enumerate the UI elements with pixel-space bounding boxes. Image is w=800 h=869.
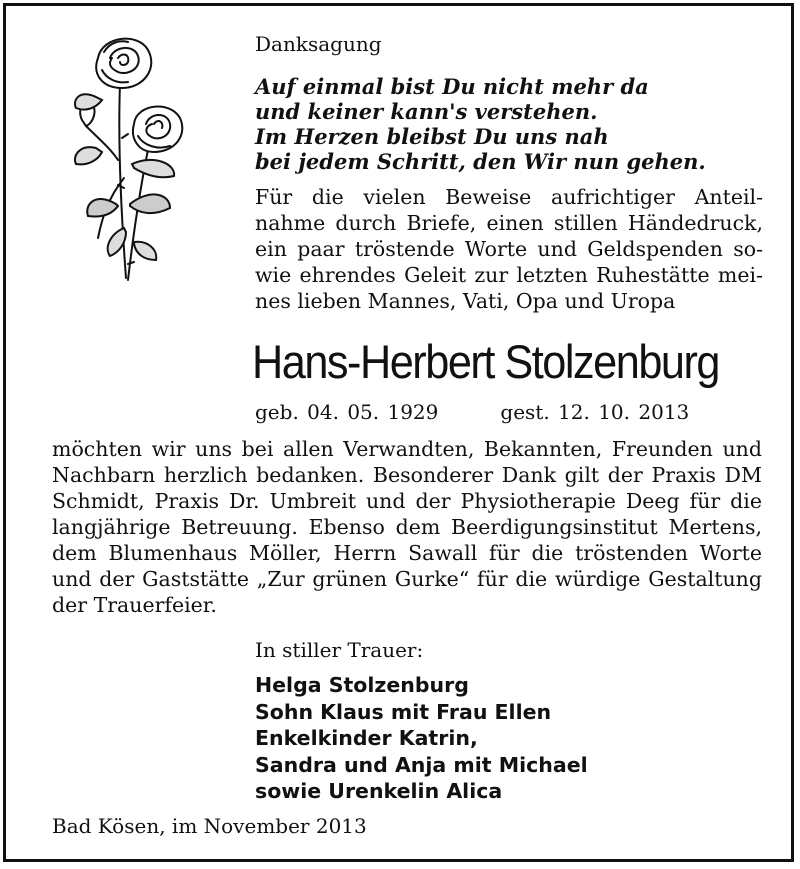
mourner-name: Enkelkinder Katrin, [255,726,478,750]
intro-line: nes lieben Mannes, Vati, Opa und Uropa [255,289,676,313]
intro-line: wie ehrendes Geleit zur letzten Ruhestätte mei- [255,263,763,287]
body-line: und der Gaststätte „Zur grünen Gurke“ für die würdige Gestaltung [52,567,762,591]
body-line: Schmidt, Praxis Dr. Umbreit und der Physiotherapie Deeg für die [52,489,762,513]
mourner-name: Helga Stolzenburg [255,673,469,697]
poem [255,74,706,174]
poem-line: Im Herzen bleibst Du uns nah [255,124,609,149]
body-line: langjährige Betreuung. Ebenso dem Beerdigungsinstitut Mertens, [52,515,762,539]
mourning-label: In stiller Trauer: [255,638,424,662]
body-line: Nachbarn herzlich bedanken. Besonderer Dank gilt der Praxis DM [52,463,762,487]
poem-line: bei jedem Schritt, den Wir nun gehen. [255,149,706,174]
mourner-name: Sandra und Anja mit Michael [255,752,588,777]
body-line: dem Blumenhaus Möller, Herrn Sawall für die tröstenden Worte [52,541,762,565]
poem-line: Auf einmal bist Du nicht mehr da [255,74,649,99]
intro-line: nahme durch Briefe, einen stillen Händedruck, [255,211,763,235]
intro-line: Für die vielen Beweise aufrichtiger Anteil- [255,185,763,209]
mourners-list [255,672,588,805]
body-line: der Trauerfeier. [52,593,217,617]
rose-icon [58,28,198,290]
poem-line: und keiner kann's verstehen. [255,99,598,124]
death-date: gest. 12. 10. 2013 [500,400,690,424]
deceased-name: Hans-Herbert Stolzenburg [252,335,719,388]
mourner-name: Sohn Klaus mit Frau Ellen [255,699,552,724]
body-line: möchten wir uns bei allen Verwandten, Bekannten, Freunden und [52,437,762,461]
birth-date: geb. 04. 05. 1929 [255,400,439,424]
intro-paragraph [255,184,763,314]
place-date: Bad Kösen, im November 2013 [52,814,367,838]
thanks-paragraph [52,436,762,618]
mourner-name: sowie Urenkelin Alica [255,779,503,803]
life-dates [255,400,689,424]
intro-line: ein paar tröstende Worte und Geldspenden so- [255,237,763,261]
heading: Danksagung [255,32,382,56]
